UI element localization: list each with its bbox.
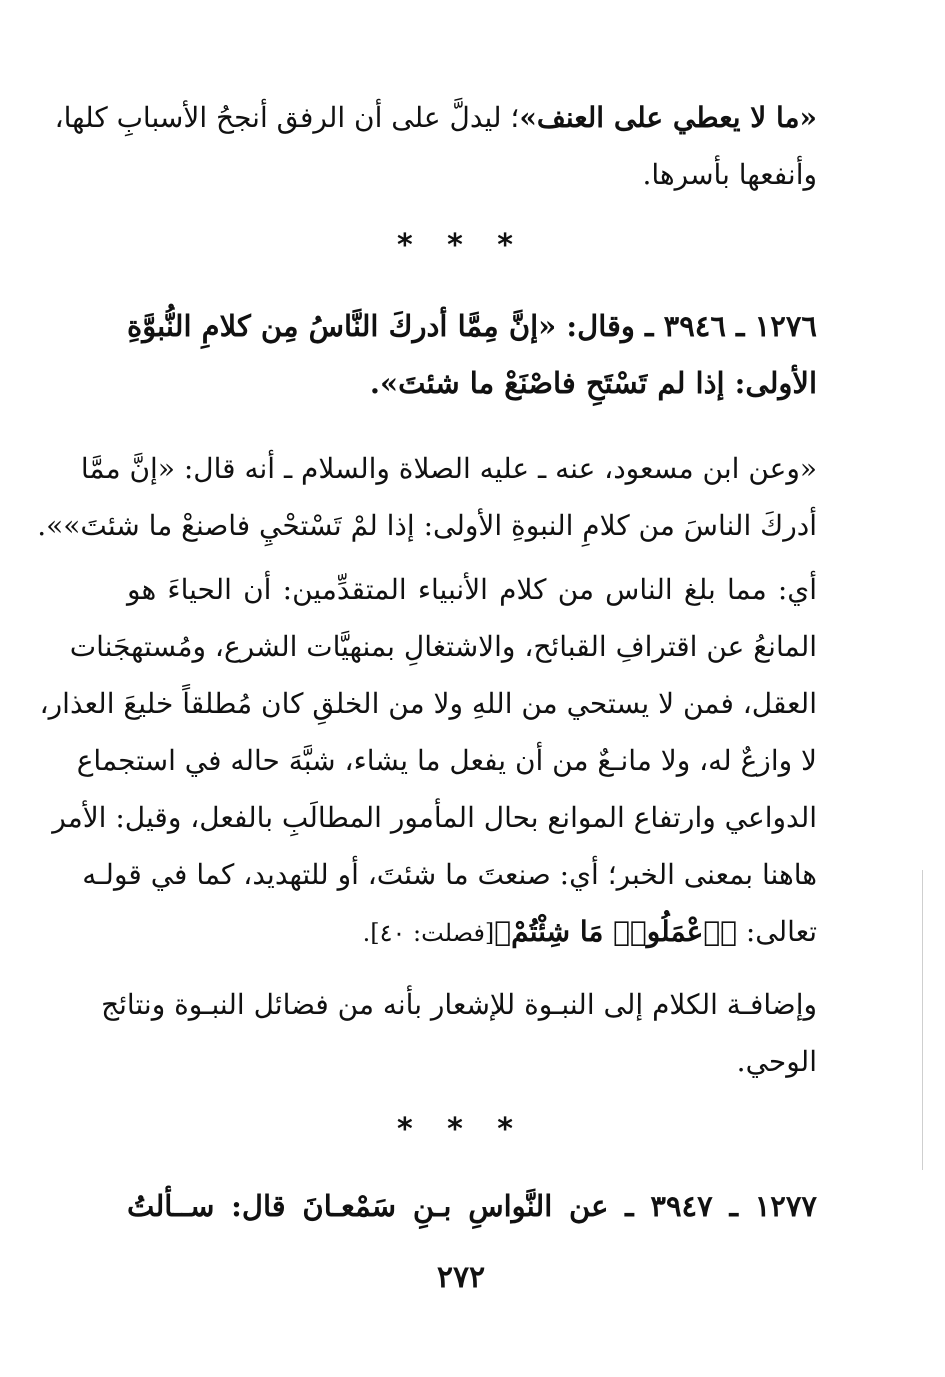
commentary-quran-line xyxy=(127,912,817,953)
commentary-line-3: أي: مما بلغ الناس من كلام الأنبياء المتقدِّمين: أن الحياءَ هو xyxy=(127,573,817,606)
intro-line-1 xyxy=(54,98,817,138)
intro-quote: «ما لا يعطي على العنف» xyxy=(519,101,817,134)
commentary-line-5: العقل، فمن لا يستحي من اللهِ ولا من الخلقِ كان مُطلقاً خليعَ العذار، xyxy=(39,687,817,720)
commentary-line-8: هاهنا بمعنى الخبر؛ أي: صنعتَ ما شئتَ، أو للتهديد، كما في قولـه xyxy=(82,858,817,891)
closing-line-2: الوحي. xyxy=(736,1045,817,1078)
closing-line-1: وإضافـة الكلام إلى النبـوة للإشعار بأنه من فضائل النبـوة ونتائج xyxy=(101,988,817,1021)
page-number: ٢٧٢ xyxy=(436,1260,486,1295)
commentary-line-6: لا وازعٌ له، ولا مانـعٌ من أن يفعل ما يشاء، شبَّهَ حاله في استجماع xyxy=(76,744,817,777)
commentary-line-2: أدركَ الناسَ من كلامِ النبوةِ الأولى: إذا لمْ تَسْتحْيِ فاصنعْ ما شئتَ»». xyxy=(37,509,817,542)
commentary-line-1: «وعن ابن مسعود، عنه ـ عليه الصلاة والسلام ـ أنه قال: «إنَّ ممَّا xyxy=(80,452,817,485)
intro-line-2: وأنفعها بأسرها. xyxy=(642,158,817,191)
quran-verse: ﴿ٱعْمَلُوا۟ مَا شِئْتُمْ﴾ xyxy=(494,915,737,948)
hadith-1277-line-1: ١٢٧٧ ـ ٣٩٤٧ ـ عن النَّواسِ بـنِ سَمْعـانَ قال: ســألتُ xyxy=(127,1189,817,1223)
intro-line-1-rest: ؛ ليدلَّ على أن الرفق أنجحُ الأسبابِ كلها، xyxy=(54,101,520,134)
quran-reference: [فصلت: ٤٠]. xyxy=(362,919,495,947)
quran-prefix: تعالى: xyxy=(745,915,817,948)
section-separator-1: * * * xyxy=(397,228,525,263)
hadith-1276-line-1: ١٢٧٦ ـ ٣٩٤٦ ـ وقال: «إنَّ مِمَّا أدركَ النَّاسُ مِن كلامِ النُّبوَّةِ xyxy=(127,309,817,343)
commentary-line-7: الدواعي وارتفاع الموانع بحال المأمور المطالَبِ بالفعل، وقيل: الأمر xyxy=(52,801,817,834)
commentary-line-4: المانعُ عن اقترافِ القبائح، والاشتغالِ بمنهيَّات الشرع، ومُستهجَنات xyxy=(69,630,817,663)
section-separator-2: * * * xyxy=(397,1112,525,1147)
hadith-1276-line-2: الأولى: إذا لم تَسْتَحِ فاصْنَعْ ما شئتَ». xyxy=(369,366,817,400)
page-edge-rule xyxy=(922,870,923,1170)
